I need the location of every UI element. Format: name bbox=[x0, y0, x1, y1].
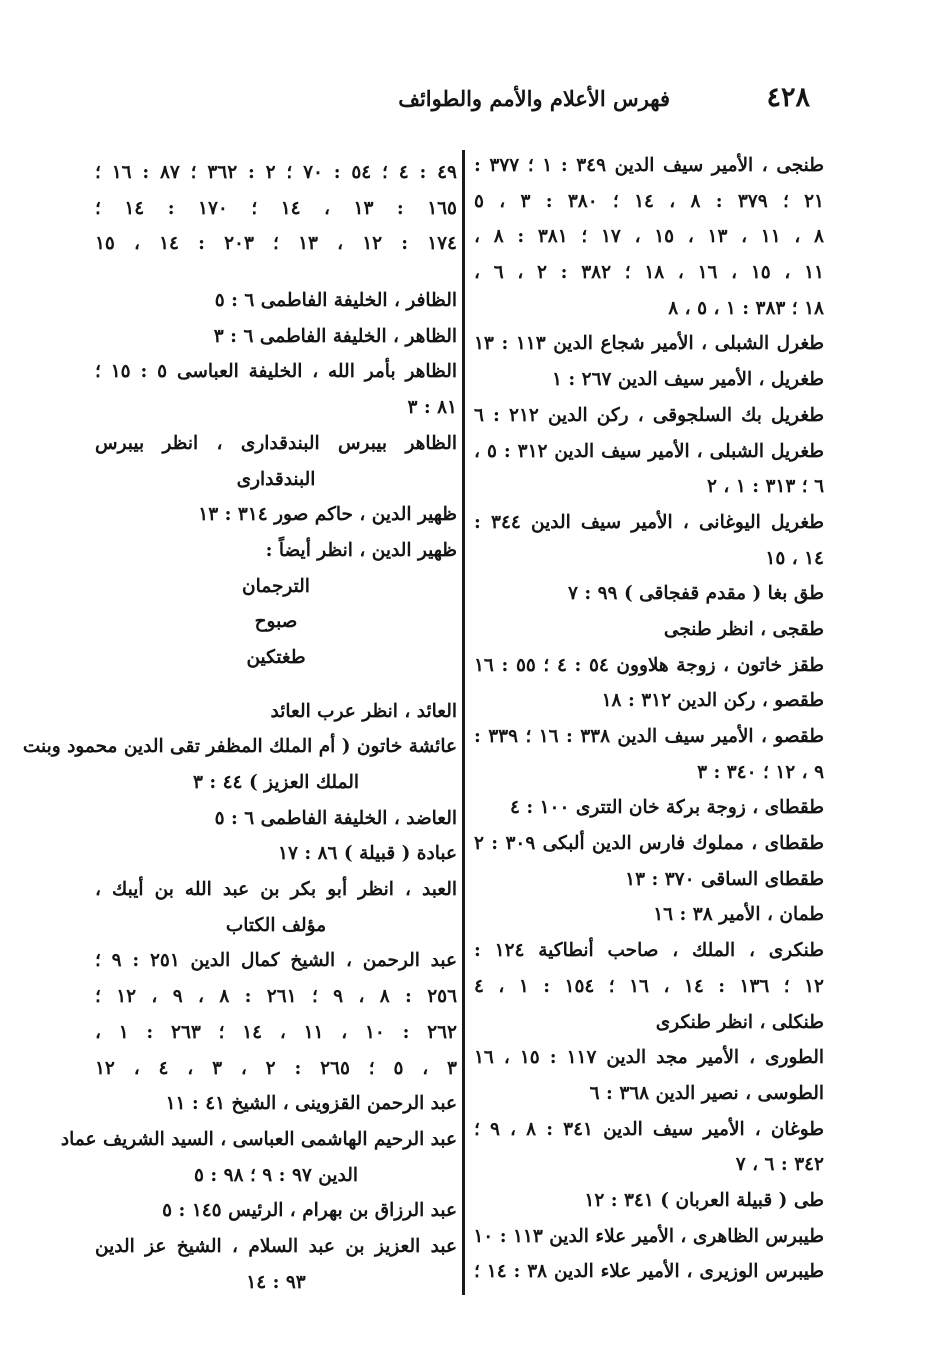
index-line: ٣٤٢ : ٦ ، ٧ bbox=[735, 1154, 824, 1176]
index-line: طغريل اليوغانى ، الأمير سيف الدين ٣٤٤ : bbox=[474, 511, 824, 533]
index-line: البندقدارى bbox=[236, 468, 316, 490]
index-line: الظاهر بأمر الله ، الخليفة العباسى ٥ : ١٥ ؛ bbox=[95, 361, 457, 383]
index-line: ٩٣ : ١٤ bbox=[246, 1271, 306, 1293]
index-line: ١١ ، ١٥ ، ١٦ ، ١٨ ؛ ٣٨٢ : ٢ ، ٦ ، bbox=[474, 262, 824, 284]
index-line: طنكرى ، الملك ، صاحب أنطاكية ١٢٤ : bbox=[474, 940, 824, 962]
index-line: طقصو ، ركن الدين ٣١٢ : ١٨ bbox=[601, 690, 824, 712]
index-line: طيبرس الظاهرى ، الأمير علاء الدين ١١٣ : ١٠ bbox=[473, 1225, 824, 1247]
index-line: طغريل ، الأمير سيف الدين ٢٦٧ : ١ bbox=[551, 369, 824, 391]
left-column-dha-section bbox=[95, 283, 457, 676]
index-line: ١٧٤ : ١٢ ، ١٣ ؛ ٢٠٣ : ١٤ ، ١٥ bbox=[95, 233, 457, 255]
index-line: ٨ ، ١١ ، ١٣ ، ١٥ ، ١٧ ؛ ٣٨١ : ٨ ، bbox=[474, 226, 824, 248]
index-line: طق بغا ( مقدم قفجاقى ) ٩٩ : ٧ bbox=[567, 583, 824, 605]
index-line: ظهير الدين ، حاكم صور ٣١٤ : ١٣ bbox=[198, 504, 457, 526]
index-line: طى ( قبيلة العربان ) ٣٤١ : ١٢ bbox=[584, 1189, 824, 1211]
index-line: الطوسى ، نصير الدين ٣٦٨ : ٦ bbox=[589, 1082, 824, 1104]
index-line: طمان ، الأمير ٣٨ : ١٦ bbox=[653, 904, 824, 926]
index-line: ١٨ ؛ ٣٨٣ : ١ ، ٥ ، ٨ bbox=[668, 297, 824, 319]
index-line: طغتكين bbox=[246, 646, 306, 668]
index-line: عبد العزيز بن عبد السلام ، الشيخ عز الدين bbox=[95, 1235, 457, 1257]
index-line: طقطاى الساقى ٣٧٠ : ١٣ bbox=[625, 868, 824, 890]
section-gap bbox=[95, 676, 457, 694]
index-line: طغرل الشبلى ، الأمير شجاع الدين ١١٣ : ١٣ bbox=[474, 333, 824, 355]
index-line: طيبرس الوزيرى ، الأمير علاء الدين ٣٨ : ١٤ ؛ bbox=[474, 1261, 824, 1283]
index-line: العبد ، انظر أبو بكر بن عبد الله بن أيبك ، bbox=[95, 879, 457, 901]
index-line: طقصو ، الأمير سيف الدين ٣٣٨ : ١٦ ؛ ٣٣٩ : bbox=[474, 726, 824, 747]
column-divider bbox=[462, 150, 465, 1295]
right-column bbox=[474, 148, 824, 1290]
index-line: ٣ ، ٥ ؛ ٢٦٥ : ٢ ، ٣ ، ٤ ، ١٢ bbox=[95, 1057, 457, 1079]
index-line: عبد الرزاق بن بهرام ، الرئيس ١٤٥ : ٥ bbox=[162, 1200, 457, 1222]
index-line: ١٢ ؛ ١٣٦ : ١٤ ، ١٦ ؛ ١٥٤ : ١ ، ٤ bbox=[474, 975, 824, 997]
section-gap bbox=[95, 262, 457, 283]
index-line: ٢٦٢ : ١٠ ، ١١ ، ١٤ ؛ ٢٦٣ : ١ ، bbox=[95, 1021, 457, 1043]
index-line: ٤٩ : ٤ ؛ ٥٤ : ٧٠ ؛ ٢ : ٣٦٢ ؛ ٨٧ : ١٦ ؛ bbox=[95, 162, 457, 183]
index-line: صبوح bbox=[254, 611, 298, 633]
index-line: عبد الرحمن القزوينى ، الشيخ ٤١ : ١١ bbox=[165, 1093, 457, 1115]
index-line: العاضد ، الخليفة الفاطمى ٦ : ٥ bbox=[214, 807, 457, 829]
index-line: طقطاى ، مملوك فارس الدين ألبكى ٣٠٩ : ٢ bbox=[474, 833, 824, 855]
running-title: فهرس الأعلام والأمم والطوائف bbox=[398, 86, 670, 111]
index-line: ٩ ، ١٢ ؛ ٣٤٠ : ٣ bbox=[697, 761, 824, 783]
left-column-continuation bbox=[95, 155, 457, 262]
index-line: عبد الرحيم الهاشمى العباسى ، السيد الشريف عماد bbox=[60, 1128, 457, 1150]
left-column bbox=[22, 155, 458, 1300]
index-line: طغريل بك السلجوقى ، ركن الدين ٢١٢ : ٦ bbox=[474, 404, 824, 426]
page-number: ٤٢٨ bbox=[766, 82, 810, 113]
index-line: ظهير الدين ، انظر أيضاً : bbox=[265, 539, 457, 561]
left-column-ain-section bbox=[22, 694, 458, 1301]
index-line: عبادة ( قبيلة ) ٨٦ : ١٧ bbox=[278, 843, 457, 865]
index-line: الترجمان bbox=[242, 575, 310, 597]
index-line: ٦ ؛ ٣١٣ : ١ ، ٢ bbox=[707, 476, 824, 498]
index-line: طقز خاتون ، زوجة هلاوون ٥٤ : ٤ ؛ ٥٥ : ١٦ bbox=[474, 654, 824, 676]
index-line: ٨١ : ٣ bbox=[407, 397, 457, 419]
index-line: الظاهر ، الخليفة الفاطمى ٦ : ٣ bbox=[213, 325, 457, 347]
index-line: عائشة خاتون ( أم الملك المظفر تقى الدين محمود وبنت bbox=[22, 736, 457, 758]
index-line: مؤلف الكتاب bbox=[225, 914, 327, 936]
index-line: الظافر ، الخليفة الفاطمى ٦ : ٥ bbox=[214, 290, 457, 312]
index-line: طغريل الشبلى ، الأمير سيف الدين ٣١٢ : ٥ ، bbox=[474, 440, 824, 462]
index-line: ١٤ ، ١٥ bbox=[765, 547, 824, 569]
index-line: الظاهر بيبرس البندقدارى ، انظر بيبرس bbox=[95, 432, 457, 454]
index-line: طنكلى ، انظر طنكرى bbox=[655, 1011, 824, 1033]
page-header bbox=[330, 82, 810, 124]
index-line: عبد الرحمن ، الشيخ كمال الدين ٢٥١ : ٩ ؛ bbox=[95, 950, 457, 972]
index-line: طوغان ، الأمير سيف الدين ٣٤١ : ٨ ، ٩ ؛ bbox=[474, 1118, 825, 1140]
index-line: ١٦٥ : ١٣ ، ١٤ ؛ ١٧٠ : ١٤ ؛ bbox=[95, 197, 457, 219]
index-line: الطورى ، الأمير مجد الدين ١١٧ : ١٥ ، ١٦ bbox=[474, 1047, 824, 1069]
index-line: العائد ، انظر عرب العائد bbox=[270, 700, 457, 722]
index-line: الملك العزيز ) ٤٤ : ٣ bbox=[192, 772, 360, 793]
index-line: الدين ٩٧ : ٩ ؛ ٩٨ : ٥ bbox=[194, 1164, 358, 1186]
index-line: طنجى ، الأمير سيف الدين ٣٤٩ : ١ ؛ ٣٧٧ : bbox=[474, 155, 824, 176]
index-line: طقطاى ، زوجة بركة خان التترى ١٠٠ : ٤ bbox=[509, 797, 824, 819]
index-line: ٢١ ؛ ٣٧٩ : ٨ ، ١٤ ؛ ٣٨٠ : ٣ ، ٥ bbox=[474, 190, 824, 212]
index-line: ٢٥٦ : ٨ ، ٩ ؛ ٢٦١ : ٨ ، ٩ ، ١٢ ؛ bbox=[95, 986, 458, 1008]
index-line: طقجى ، انظر طنجى bbox=[663, 618, 824, 640]
